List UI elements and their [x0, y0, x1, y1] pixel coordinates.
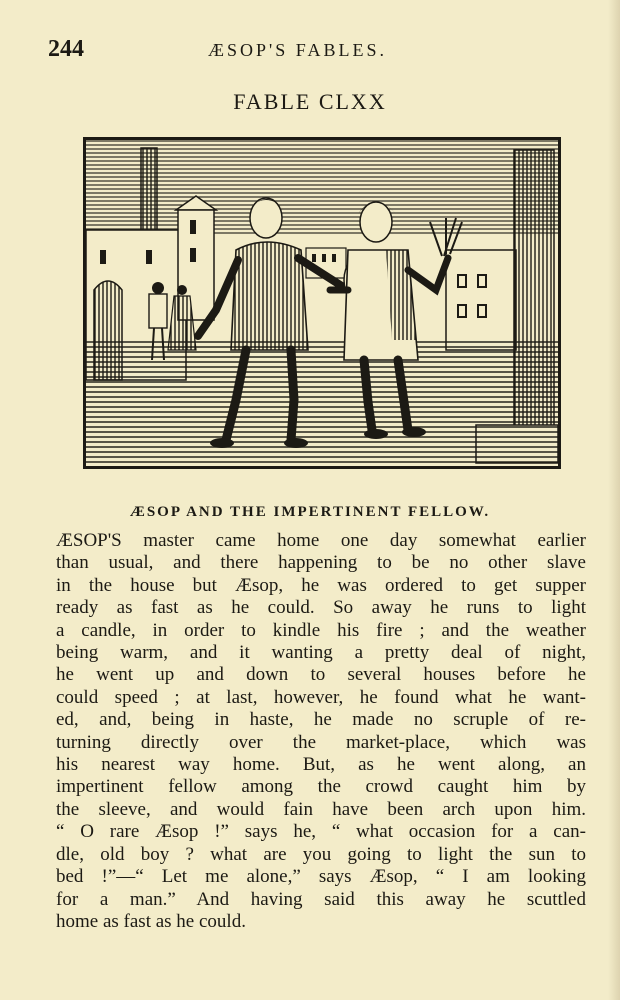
text-line: a candle, in order to kindle his fire ; and the weather: [56, 619, 586, 641]
text-line: home as fast as he could.: [56, 910, 246, 932]
page-number: 244: [48, 36, 84, 62]
text-line: turning directly over the market-place, which was: [56, 731, 586, 753]
fable-body-text: [56, 530, 586, 933]
text-line: he went up and down to several houses before he: [56, 664, 586, 686]
illustration-caption: ÆSOP AND THE IMPERTINENT FELLOW.: [129, 504, 491, 520]
text-line: being warm, and it wanting a pretty deal of night,: [56, 642, 586, 664]
text-line: impertinent fellow among the crowd caught him by: [56, 776, 586, 798]
text-line: [56, 530, 586, 552]
page-header: [48, 36, 572, 66]
running-head: ÆSOP'S FABLES.: [208, 40, 387, 60]
text-line: ed, and, being in haste, he made no scruple of re-: [56, 709, 586, 731]
text-line: bed !”—“ Let me alone,” says Æsop, “ I am looking: [56, 866, 586, 888]
text-line-content: master came home one day somewhat earlier: [121, 530, 586, 551]
fable-title: FABLE CLXX: [233, 89, 387, 114]
opening-word: ÆSOP'S: [56, 530, 122, 551]
text-line: dle, old boy ? what are you going to light the sun to: [56, 843, 586, 865]
text-line: his nearest way home. But, as he went along, an: [56, 754, 586, 776]
page-edge-shadow: [608, 0, 620, 1000]
text-line: “ O rare Æsop !” says he, “ what occasion for a can-: [56, 821, 586, 843]
text-line: than usual, and there happening to be no other slave: [56, 552, 586, 574]
text-line: in the house but Æsop, he was ordered to get supper: [56, 574, 586, 596]
text-line: could speed ; at last, however, he found what he want-: [56, 686, 586, 708]
text-line: ready as fast as he could. So away he runs to light: [56, 597, 586, 619]
woodcut-illustration-icon: [86, 140, 558, 466]
text-line: the sleeve, and would fain have been arch upon him.: [56, 798, 586, 820]
text-line: for a man.” And having said this away he scuttled: [56, 888, 586, 910]
woodcut-illustration-icon: [83, 137, 561, 469]
